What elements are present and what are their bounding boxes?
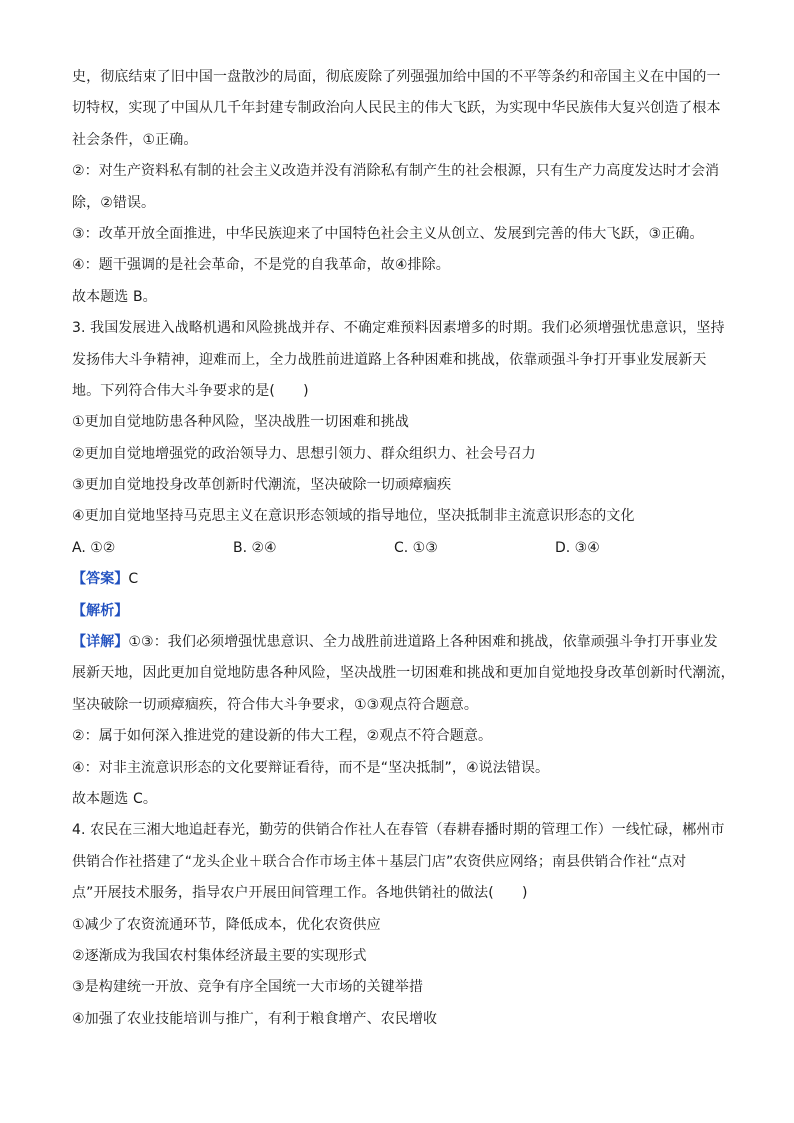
text-line: 切特权，实现了中国从几千年封建专制政治向人民民主的伟大飞跃，为实现中华民族伟大复兴创造了根本 [72,100,721,117]
text-line: ④：对非主流意识形态的文化要辩证看待，而不是“坚决抵制”，④说法错误。 [72,759,550,776]
text-line: ②：对生产资料私有制的社会主义改造并没有消除私有制产生的社会根源，只有生产力高度发达时才会消 [72,163,720,180]
option-b: B. ②④ [233,539,277,556]
conclusion: 故本题选 C。 [72,790,157,807]
statement-item: ③是构建统一开放、竞争有序全国统一大市场的关键举措 [72,979,424,996]
text-line: 社会条件，①正确。 [72,131,198,148]
statement-item: ①更加自觉地防患各种风险，坚决战胜一切困难和挑战 [72,414,409,431]
detail-line [72,627,732,658]
question-stem: 供销合作社搭建了“龙头企业＋联合合作市场主体＋基层门店”农资供应网络；南县供销合作社“点对 [72,853,687,870]
statement-item: ①减少了农资流通环节，降低成本，优化农资供应 [72,916,381,933]
answer-tag: 【答案】 [72,571,129,588]
analysis-tag: 【解析】 [72,602,129,619]
text-line: ③：改革开放全面推进，中华民族迎来了中国特色社会主义从创立、发展到完善的伟大飞跃，③正确。 [72,225,704,242]
statement-item: ④更加自觉地坚持马克思主义在意识形态领域的指导地位，坚决抵制非主流意识形态的文化 [72,508,635,525]
text-line: 坚决破除一切顽瘴痼疾，符合伟大斗争要求，①③观点符合题意。 [72,696,478,713]
question-stem: 发扬伟大斗争精神，迎难而上，全力战胜前进道路上各种困难和挑战，依靠顽强斗争打开事业发展新天 [72,351,707,368]
text-line: ②：属于如何深入推进党的建设新的伟大工程，②观点不符合题意。 [72,728,493,745]
detail-text: ①③：我们必须增强忧患意识、全力战胜前进道路上各种困难和挑战，依靠顽强斗争打开事业发 [128,634,718,651]
text-line: 展新天地，因此更加自觉地防患各种风险，坚决战胜一切困难和挑战和更加自觉地投身改革创新时代潮流， [72,665,735,682]
question-stem: 3. 我国发展进入战略机遇和风险挑战并存、不确定难预料因素增多的时期。我们必须增强忧患意识，坚持 [72,320,725,337]
text-line: 除，②错误。 [72,194,156,211]
question-stem: 点”开展技术服务，指导农户开展田间管理工作。各地供销社的做法( ) [72,885,528,902]
answer-options [72,533,732,564]
question-stem: 4. 农民在三湘大地追赶春光，勤劳的供销合作社人在春管（春耕春播时期的管理工作）一线忙碌，郴州市 [72,822,725,839]
answer-line [72,564,732,595]
option-d: D. ③④ [555,539,600,556]
question-stem: 地。下列符合伟大斗争要求的是( ) [72,382,309,399]
text-line: 史，彻底结束了旧中国一盘散沙的局面，彻底废除了列强强加给中国的不平等条约和帝国主义在中国的一 [72,69,721,85]
text-line: ④：题干强调的是社会革命，不是党的自我革命，故④排除。 [72,257,450,274]
statement-item: ②逐渐成为我国农村集体经济最主要的实现形式 [72,947,367,964]
option-a: A. ①② [72,539,116,556]
document-page [72,62,735,1035]
statement-item: ②更加自觉地增强党的政治领导力、思想引领力、群众组织力、社会号召力 [72,445,536,462]
analysis-line [72,596,732,627]
detail-tag: 【详解】 [72,634,129,651]
statement-item: ④加强了农业技能培训与推广，有利于粮食增产、农民增收 [72,1010,438,1027]
conclusion: 故本题选 B。 [72,288,157,305]
option-c: C. ①③ [394,539,438,556]
answer-value: C [128,571,139,588]
statement-item: ③更加自觉地投身改革创新时代潮流，坚决破除一切顽瘴痼疾 [72,477,452,494]
